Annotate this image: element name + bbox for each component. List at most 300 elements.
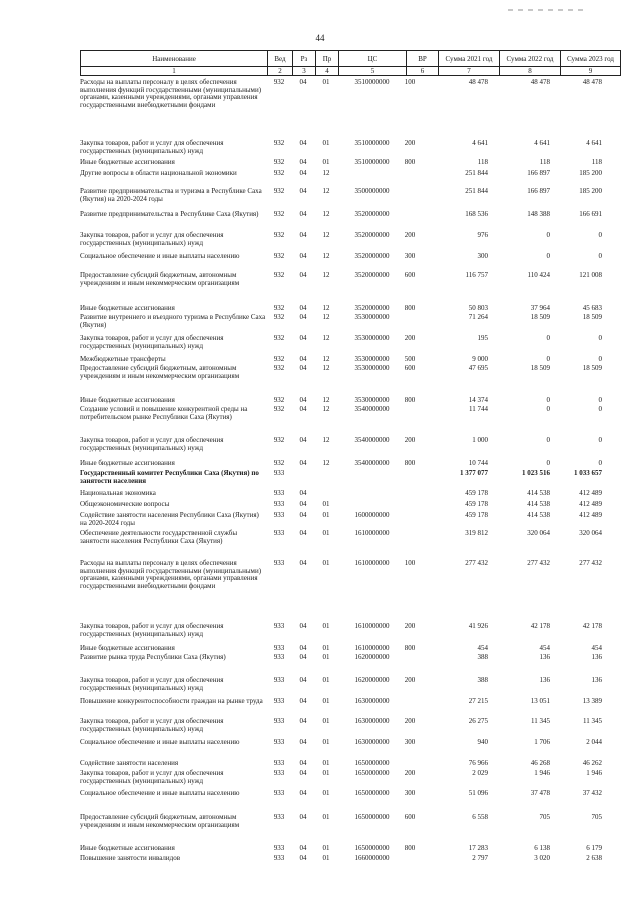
- row-ved: 933: [273, 653, 285, 661]
- row-ved: 932: [273, 210, 285, 218]
- row-vr: 200: [404, 676, 416, 684]
- row-pr: 01: [322, 813, 330, 821]
- row-name: Развитие рынка труда Республики Саха (Якутия): [80, 653, 226, 661]
- row-rz: 04: [299, 622, 307, 630]
- row-sum-2022: 0: [546, 334, 550, 342]
- row-name: Иные бюджетные ассигнования: [80, 644, 175, 652]
- row-rz: 04: [299, 313, 307, 321]
- row-pr: 12: [322, 313, 330, 321]
- row-name: Закупка товаров, работ и услуг для обеспечения государственных (муниципальных) нужд: [80, 717, 224, 733]
- row-vr: 600: [404, 271, 416, 279]
- row-sum-2022: 454: [539, 644, 550, 652]
- row-sum-2021: 14 374: [468, 396, 488, 404]
- header-ved: Вед: [268, 51, 293, 67]
- row-cs: 1650000000: [354, 789, 390, 797]
- row-pr: 12: [322, 396, 330, 404]
- row-sum-2021: 10 744: [468, 459, 488, 467]
- row-rz: 04: [299, 459, 307, 467]
- row-sum-2022: 6 138: [534, 844, 550, 852]
- row-sum-2022: 148 388: [527, 210, 550, 218]
- row-sum-2022: 18 509: [530, 364, 550, 372]
- row-ved: 933: [273, 469, 285, 477]
- row-sum-2021: 1 000: [472, 436, 488, 444]
- row-rz: 04: [299, 169, 307, 177]
- header-sum-2021: Сумма 2021 год: [439, 51, 500, 67]
- row-name: Содействие занятости населения Республики Саха (Якутия) на 2020-2024 годы: [80, 511, 259, 527]
- row-sum-2023: 320 064: [579, 529, 602, 537]
- row-sum-2021: 11 744: [469, 405, 488, 413]
- column-index-4: 4: [316, 67, 339, 76]
- row-sum-2023: 11 345: [583, 717, 602, 725]
- row-sum-2022: 0: [546, 405, 550, 413]
- row-ved: 932: [273, 355, 285, 363]
- row-sum-2021: 116 757: [465, 271, 488, 279]
- row-cs: 1610000000: [354, 644, 390, 652]
- row-vr: 200: [404, 334, 416, 342]
- row-rz: 04: [299, 210, 307, 218]
- row-sum-2022: 414 538: [527, 500, 550, 508]
- header-sum-2022: Сумма 2022 год: [500, 51, 561, 67]
- row-sum-2023: 0: [598, 459, 602, 467]
- row-sum-2023: 705: [591, 813, 602, 821]
- row-ved: 932: [273, 252, 285, 260]
- row-sum-2023: 136: [591, 653, 602, 661]
- row-sum-2023: 18 509: [582, 313, 602, 321]
- row-sum-2023: 0: [598, 231, 602, 239]
- column-index-3: 3: [293, 67, 316, 76]
- row-sum-2021: 118: [477, 158, 488, 166]
- row-sum-2022: 11 345: [531, 717, 550, 725]
- row-sum-2022: 37 964: [530, 304, 550, 312]
- row-pr: 12: [322, 187, 330, 195]
- row-name: Развитие внутреннего и въездного туризма в Республике Саха (Якутия): [80, 313, 266, 329]
- row-sum-2022: 37 478: [530, 789, 550, 797]
- row-sum-2023: 454: [591, 644, 602, 652]
- row-vr: 300: [404, 738, 416, 746]
- row-vr: 200: [404, 622, 416, 630]
- row-sum-2021: 17 283: [468, 844, 488, 852]
- row-cs: 1630000000: [354, 738, 390, 746]
- row-sum-2023: 412 489: [579, 511, 602, 519]
- row-ved: 933: [273, 854, 285, 862]
- row-ved: 933: [273, 738, 285, 746]
- row-vr: 500: [404, 355, 416, 363]
- row-name: Общеэкономические вопросы: [80, 500, 170, 508]
- row-ved: 933: [273, 500, 285, 508]
- row-name: Закупка товаров, работ и услуг для обеспечения государственных (муниципальных) нужд: [80, 769, 224, 785]
- row-name: Национальная экономика: [80, 489, 156, 497]
- row-name: Содействие занятости населения: [80, 759, 179, 767]
- row-sum-2022: 0: [546, 459, 550, 467]
- row-pr: 01: [322, 676, 330, 684]
- row-pr: 01: [322, 622, 330, 630]
- row-sum-2021: 976: [477, 231, 488, 239]
- row-cs: 3540000000: [354, 436, 390, 444]
- row-name: Развитие предпринимательства в Республике Саха (Якутия): [80, 210, 259, 218]
- row-rz: 04: [299, 396, 307, 404]
- row-name: Иные бюджетные ассигнования: [80, 158, 175, 166]
- row-cs: 1620000000: [354, 653, 390, 661]
- column-index-9: 9: [561, 67, 621, 76]
- row-rz: 04: [299, 559, 307, 567]
- row-rz: 04: [299, 436, 307, 444]
- row-rz: 04: [299, 854, 307, 862]
- row-sum-2022: 277 432: [527, 559, 550, 567]
- row-vr: 200: [404, 139, 416, 147]
- row-pr: 12: [322, 210, 330, 218]
- row-cs: 3520000000: [354, 210, 390, 218]
- row-sum-2021: 319 812: [465, 529, 488, 537]
- row-rz: 04: [299, 304, 307, 312]
- row-cs: 3520000000: [354, 271, 390, 279]
- row-pr: 12: [322, 231, 330, 239]
- row-name: Закупка товаров, работ и услуг для обеспечения государственных (муниципальных) нужд: [80, 231, 224, 247]
- row-pr: 12: [322, 304, 330, 312]
- row-pr: 01: [322, 500, 330, 508]
- row-cs: 3530000000: [354, 355, 390, 363]
- row-pr: 01: [322, 697, 330, 705]
- row-name: Закупка товаров, работ и услуг для обеспечения государственных (муниципальных) нужд: [80, 676, 224, 692]
- row-ved: 932: [273, 139, 285, 147]
- row-ved: 932: [273, 334, 285, 342]
- row-sum-2022: 118: [539, 158, 550, 166]
- row-cs: 3500000000: [354, 187, 390, 195]
- row-pr: 01: [322, 158, 330, 166]
- header-name: Наименование: [81, 51, 268, 67]
- row-sum-2023: 412 489: [579, 489, 602, 497]
- row-rz: 04: [299, 844, 307, 852]
- row-pr: 01: [322, 789, 330, 797]
- row-sum-2023: 37 432: [582, 789, 602, 797]
- row-sum-2023: 13 389: [582, 697, 602, 705]
- row-vr: 800: [404, 844, 416, 852]
- row-sum-2023: 0: [598, 436, 602, 444]
- row-cs: 3530000000: [354, 364, 390, 372]
- row-rz: 04: [299, 813, 307, 821]
- row-sum-2021: 1 377 077: [460, 469, 488, 477]
- row-name: Предоставление субсидий бюджетным, автономным учреждениям и иным некоммерческим организациям: [80, 813, 240, 829]
- row-name: Другие вопросы в области национальной экономики: [80, 169, 237, 177]
- row-sum-2023: 48 478: [582, 78, 602, 86]
- row-ved: 932: [273, 78, 285, 86]
- row-rz: 04: [299, 364, 307, 372]
- row-sum-2023: 0: [598, 396, 602, 404]
- row-cs: 1630000000: [354, 697, 390, 705]
- row-vr: 200: [404, 717, 416, 725]
- row-rz: 04: [299, 489, 307, 497]
- row-name: Создание условий и повышение конкурентной среды на потребительском рынке Республики Саха (Якутия): [80, 405, 248, 421]
- row-sum-2021: 459 178: [465, 511, 488, 519]
- row-rz: 04: [299, 78, 307, 86]
- row-sum-2023: 136: [591, 676, 602, 684]
- row-name: Социальное обеспечение и иные выплаты населению: [80, 789, 240, 797]
- row-cs: 1650000000: [354, 813, 390, 821]
- row-rz: 04: [299, 405, 307, 413]
- row-sum-2023: 121 008: [579, 271, 602, 279]
- row-sum-2022: 18 509: [530, 313, 550, 321]
- row-pr: 01: [322, 653, 330, 661]
- row-sum-2021: 300: [477, 252, 488, 260]
- row-rz: 04: [299, 231, 307, 239]
- row-sum-2022: 414 538: [527, 511, 550, 519]
- row-sum-2021: 388: [477, 653, 488, 661]
- row-vr: 800: [404, 396, 416, 404]
- row-sum-2022: 0: [546, 252, 550, 260]
- row-ved: 933: [273, 717, 285, 725]
- row-ved: 933: [273, 769, 285, 777]
- row-sum-2021: 940: [477, 738, 488, 746]
- row-ved: 933: [273, 529, 285, 537]
- row-sum-2021: 47 695: [468, 364, 488, 372]
- row-pr: 01: [322, 139, 330, 147]
- row-cs: 3530000000: [354, 313, 390, 321]
- row-ved: 933: [273, 789, 285, 797]
- row-pr: 12: [322, 364, 330, 372]
- row-ved: 933: [273, 489, 285, 497]
- row-name: Межбюджетные трансферты: [80, 355, 166, 363]
- row-ved: 932: [273, 459, 285, 467]
- row-name: Предоставление субсидий бюджетным, автономным учреждениям и иным некоммерческим организациям: [80, 364, 240, 380]
- row-vr: 300: [404, 252, 416, 260]
- row-cs: 1650000000: [354, 769, 390, 777]
- row-ved: 932: [273, 313, 285, 321]
- row-name: Предоставление субсидий бюджетным, автономным учреждениям и иным некоммерческим организациям: [80, 271, 240, 287]
- row-pr: 01: [322, 511, 330, 519]
- row-rz: 04: [299, 158, 307, 166]
- row-cs: 3530000000: [354, 334, 390, 342]
- row-sum-2023: 2 044: [586, 738, 602, 746]
- row-sum-2021: 9 000: [472, 355, 488, 363]
- row-sum-2021: 26 275: [468, 717, 488, 725]
- row-sum-2023: 185 200: [579, 187, 602, 195]
- row-ved: 933: [273, 813, 285, 821]
- row-name: Расходы на выплаты персоналу в целях обеспечения выполнения функций государственными (муниципальными) органами, казенными учреждениями, органами управления государственными внебюджетными фондами: [80, 78, 262, 109]
- row-pr: 01: [322, 854, 330, 862]
- row-pr: 01: [322, 529, 330, 537]
- row-cs: 1600000000: [354, 511, 390, 519]
- row-sum-2022: 4 641: [534, 139, 550, 147]
- row-sum-2021: 27 215: [468, 697, 488, 705]
- row-vr: 800: [404, 459, 416, 467]
- row-rz: 04: [299, 769, 307, 777]
- row-sum-2021: 71 264: [468, 313, 488, 321]
- row-rz: 04: [299, 139, 307, 147]
- row-cs: 3520000000: [354, 252, 390, 260]
- page-number: 44: [315, 33, 325, 43]
- row-ved: 932: [273, 396, 285, 404]
- row-sum-2021: 459 178: [465, 489, 488, 497]
- header-sum-2023: Сумма 2023 год: [561, 51, 621, 67]
- row-vr: 200: [404, 231, 416, 239]
- row-ved: 933: [273, 559, 285, 567]
- row-cs: 3510000000: [354, 158, 390, 166]
- row-sum-2023: 1 946: [586, 769, 602, 777]
- row-pr: 12: [322, 169, 330, 177]
- row-sum-2022: 0: [546, 355, 550, 363]
- row-vr: 200: [404, 436, 416, 444]
- row-sum-2021: 50 803: [468, 304, 488, 312]
- row-sum-2022: 46 268: [530, 759, 550, 767]
- row-rz: 04: [299, 500, 307, 508]
- row-name: Иные бюджетные ассигнования: [80, 304, 175, 312]
- row-sum-2021: 4 641: [472, 139, 488, 147]
- row-sum-2021: 6 558: [472, 813, 488, 821]
- row-vr: 600: [404, 813, 416, 821]
- row-ved: 933: [273, 697, 285, 705]
- row-pr: 01: [322, 78, 330, 86]
- row-sum-2022: 3 020: [534, 854, 550, 862]
- row-rz: 04: [299, 738, 307, 746]
- row-cs: 1610000000: [354, 529, 390, 537]
- row-ved: 932: [273, 364, 285, 372]
- row-rz: 04: [299, 717, 307, 725]
- row-sum-2021: 168 536: [465, 210, 488, 218]
- row-name: Иные бюджетные ассигнования: [80, 396, 175, 404]
- row-sum-2021: 51 096: [468, 789, 488, 797]
- row-sum-2023: 185 200: [579, 169, 602, 177]
- row-sum-2022: 0: [546, 396, 550, 404]
- row-name: Иные бюджетные ассигнования: [80, 844, 175, 852]
- row-rz: 04: [299, 759, 307, 767]
- row-sum-2022: 110 424: [527, 271, 550, 279]
- row-sum-2021: 251 844: [465, 187, 488, 195]
- row-vr: 800: [404, 644, 416, 652]
- row-rz: 04: [299, 355, 307, 363]
- row-cs: 3510000000: [354, 78, 390, 86]
- row-vr: 100: [404, 559, 416, 567]
- row-cs: 3530000000: [354, 396, 390, 404]
- row-rz: 04: [299, 334, 307, 342]
- row-sum-2021: 251 844: [465, 169, 488, 177]
- row-ved: 932: [273, 231, 285, 239]
- row-cs: 3510000000: [354, 139, 390, 147]
- row-pr: 12: [322, 334, 330, 342]
- row-vr: 600: [404, 364, 416, 372]
- row-name: Закупка товаров, работ и услуг для обеспечения государственных (муниципальных) нужд: [80, 436, 224, 452]
- row-vr: 100: [404, 78, 416, 86]
- row-cs: 3520000000: [354, 231, 390, 239]
- row-ved: 932: [273, 187, 285, 195]
- row-sum-2022: 1 946: [534, 769, 550, 777]
- row-ved: 932: [273, 271, 285, 279]
- row-sum-2023: 42 178: [582, 622, 602, 630]
- row-name: Закупка товаров, работ и услуг для обеспечения государственных (муниципальных) нужд: [80, 622, 224, 638]
- row-vr: 300: [404, 789, 416, 797]
- header-pr: Пр: [316, 51, 339, 67]
- row-sum-2022: 414 538: [527, 489, 550, 497]
- row-sum-2023: 45 683: [582, 304, 602, 312]
- row-ved: 932: [273, 158, 285, 166]
- row-sum-2021: 459 178: [465, 500, 488, 508]
- row-sum-2023: 0: [598, 355, 602, 363]
- row-cs: 1610000000: [354, 622, 390, 630]
- row-cs: 1660000000: [354, 854, 390, 862]
- row-rz: 04: [299, 252, 307, 260]
- row-ved: 933: [273, 644, 285, 652]
- row-pr: 01: [322, 844, 330, 852]
- row-sum-2021: 454: [477, 644, 488, 652]
- row-pr: 01: [322, 717, 330, 725]
- row-pr: 01: [322, 769, 330, 777]
- row-sum-2021: 2 797: [472, 854, 488, 862]
- row-rz: 04: [299, 653, 307, 661]
- header-cs: ЦС: [339, 51, 407, 67]
- row-ved: 933: [273, 759, 285, 767]
- row-sum-2021: 388: [477, 676, 488, 684]
- row-sum-2023: 118: [591, 158, 602, 166]
- row-sum-2023: 6 179: [586, 844, 602, 852]
- column-index-1: 1: [81, 67, 268, 76]
- row-sum-2022: 1 706: [534, 738, 550, 746]
- row-pr: 12: [322, 355, 330, 363]
- row-name: Обеспечение деятельности государственной службы занятости населения Республики Саха (Якутия): [80, 529, 238, 545]
- row-sum-2021: 48 478: [468, 78, 488, 86]
- row-ved: 932: [273, 169, 285, 177]
- row-sum-2022: 705: [539, 813, 550, 821]
- row-sum-2023: 2 638: [586, 854, 602, 862]
- row-name: Расходы на выплаты персоналу в целях обеспечения выполнения функций государственными (муниципальными) органами, казенными учреждениями, органами управления государственными внебюджетными фондами: [80, 559, 262, 590]
- row-pr: 01: [322, 644, 330, 652]
- row-sum-2022: 320 064: [527, 529, 550, 537]
- row-rz: 04: [299, 789, 307, 797]
- row-sum-2021: 76 966: [468, 759, 488, 767]
- row-cs: 1650000000: [354, 844, 390, 852]
- row-sum-2021: 2 029: [472, 769, 488, 777]
- row-rz: 04: [299, 644, 307, 652]
- row-sum-2023: 4 641: [586, 139, 602, 147]
- row-sum-2022: 166 897: [527, 169, 550, 177]
- row-sum-2022: 1 023 516: [522, 469, 550, 477]
- row-name: Развитие предпринимательства и туризма в Республике Саха (Якутия) на 2020-2024 годы: [80, 187, 262, 203]
- row-sum-2022: 136: [539, 653, 550, 661]
- row-sum-2023: 277 432: [579, 559, 602, 567]
- row-name: Закупка товаров, работ и услуг для обеспечения государственных (муниципальных) нужд: [80, 139, 224, 155]
- row-pr: 12: [322, 459, 330, 467]
- row-sum-2022: 166 897: [527, 187, 550, 195]
- row-pr: 12: [322, 405, 330, 413]
- row-pr: 01: [322, 559, 330, 567]
- column-index-5: 5: [339, 67, 407, 76]
- row-sum-2022: 0: [546, 436, 550, 444]
- row-pr: 01: [322, 738, 330, 746]
- row-ved: 932: [273, 405, 285, 413]
- row-sum-2023: 166 691: [579, 210, 602, 218]
- row-ved: 933: [273, 844, 285, 852]
- row-cs: 1620000000: [354, 676, 390, 684]
- row-sum-2022: 0: [546, 231, 550, 239]
- row-vr: 800: [404, 158, 416, 166]
- row-ved: 932: [273, 436, 285, 444]
- row-sum-2022: 13 051: [530, 697, 550, 705]
- row-sum-2023: 0: [598, 334, 602, 342]
- column-index-7: 7: [439, 67, 500, 76]
- header-vr: ВР: [407, 51, 439, 67]
- column-index-2: 2: [268, 67, 293, 76]
- row-pr: 12: [322, 252, 330, 260]
- row-name: Социальное обеспечение и иные выплаты населению: [80, 738, 240, 746]
- column-index-6: 6: [407, 67, 439, 76]
- row-cs: 3540000000: [354, 405, 390, 413]
- row-pr: 01: [322, 759, 330, 767]
- row-name: Государственный комитет Республики Саха (Якутия) по занятости населения: [80, 469, 259, 485]
- row-rz: 04: [299, 511, 307, 519]
- row-name: Повышение занятости инвалидов: [80, 854, 181, 862]
- row-ved: 932: [273, 304, 285, 312]
- row-ved: 933: [273, 622, 285, 630]
- row-rz: 04: [299, 187, 307, 195]
- row-cs: 1630000000: [354, 717, 390, 725]
- row-cs: 3520000000: [354, 304, 390, 312]
